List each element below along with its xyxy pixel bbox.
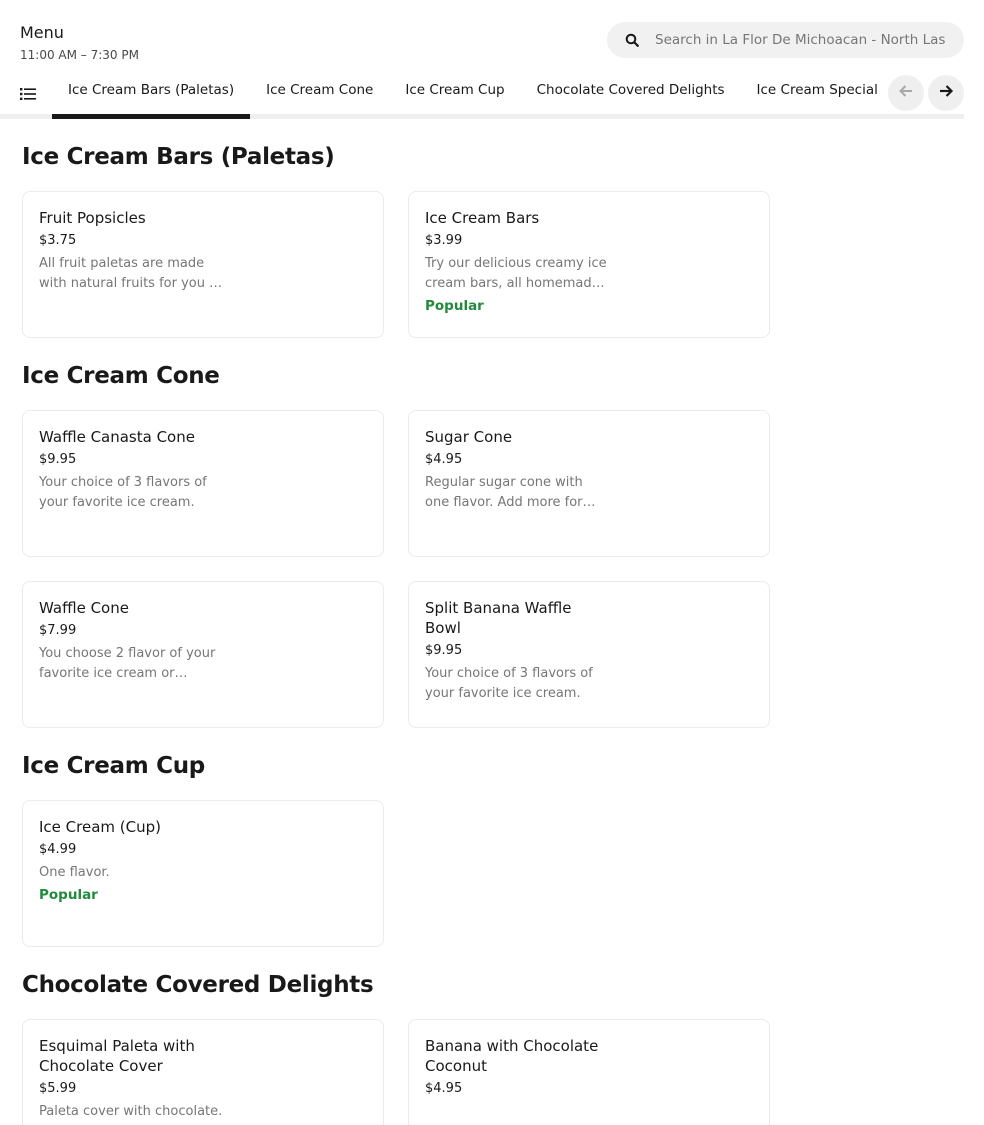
item-price: $3.75 [39,233,77,248]
item-price: $7.99 [39,623,77,638]
item-description: Your choice of 3 flavors of your favorite ice cream. [39,475,207,510]
menu-item-card[interactable] [22,191,384,338]
arrow-right-icon [938,83,954,103]
popular-badge: Popular [425,298,484,314]
item-name: Ice Cream (Cup) [39,818,161,836]
item-description: Your choice of 3 flavors of your favorite ice cream. [425,666,593,701]
menu-header [20,22,139,63]
menu-item-card[interactable] [408,581,770,728]
search-bar[interactable] [607,22,964,58]
section-title-ice-cream-cone: Ice Cream Cone [22,363,220,389]
category-tabs [52,72,887,119]
item-name: Fruit Popsicles [39,209,146,227]
scroll-left-button[interactable] [888,75,924,111]
menu-item-card[interactable] [408,410,770,557]
item-name: Esquimal Paleta with Chocolate Cover [39,1037,195,1075]
menu-title: Menu [20,23,64,42]
scroll-right-button[interactable] [928,75,964,111]
item-price: $5.99 [39,1081,77,1096]
item-price: $3.99 [425,233,463,248]
tab-ice-cream-bars[interactable]: Ice Cream Bars (Paletas) [52,72,250,119]
category-tab-bar [0,72,964,119]
item-name: Ice Cream Bars [425,209,540,227]
section-title-chocolate-covered-delights: Chocolate Covered Delights [22,972,374,998]
menu-item-card[interactable] [22,1019,384,1125]
item-name: Banana with Chocolate Coconut [425,1037,599,1075]
item-name: Waffle Canasta Cone [39,428,195,446]
item-description: One flavor. [39,865,110,880]
item-price: $9.95 [425,643,463,658]
tab-chocolate-covered-delights[interactable]: Chocolate Covered Delights [536,82,725,98]
item-name: Split Banana Waffle Bowl [425,599,572,637]
search-input[interactable] [655,32,945,48]
popular-badge: Popular [39,887,98,903]
tab-ice-cream-special[interactable]: Ice Cream Special [756,82,878,98]
menu-item-card[interactable] [22,410,384,557]
search-icon [625,33,639,47]
item-price: $4.99 [39,842,77,857]
item-description: Paleta cover with chocolate. [39,1104,223,1119]
item-description: You choose 2 flavor of your favorite ice cream or [39,646,216,681]
tab-ice-cream-cone[interactable]: Ice Cream Cone [266,82,374,98]
item-price: $4.95 [425,1081,463,1096]
item-description: Try our delicious creamy ice cream bars, all homemade [425,256,607,291]
item-description: Regular sugar cone with one flavor. Add more for [425,475,583,510]
menu-item-card[interactable] [22,800,384,947]
item-description: All fruit paletas are made with natural fruits for you to [39,256,223,291]
tab-ice-cream-cup[interactable]: Ice Cream Cup [405,82,505,98]
item-name: Sugar Cone [425,428,513,446]
section-title-ice-cream-cup: Ice Cream Cup [22,753,205,779]
item-name: Waffle Cone [39,599,129,617]
menu-item-card[interactable] [22,581,384,728]
item-price: $9.95 [39,452,77,467]
section-title-ice-cream-bars: Ice Cream Bars (Paletas) [22,144,335,170]
list-icon[interactable] [20,86,36,100]
menu-item-card[interactable] [408,191,770,338]
menu-item-card[interactable] [408,1019,770,1125]
menu-hours: 11:00 AM – 7:30 PM [20,48,139,62]
item-price: $4.95 [425,452,463,467]
arrow-left-icon [898,83,914,103]
